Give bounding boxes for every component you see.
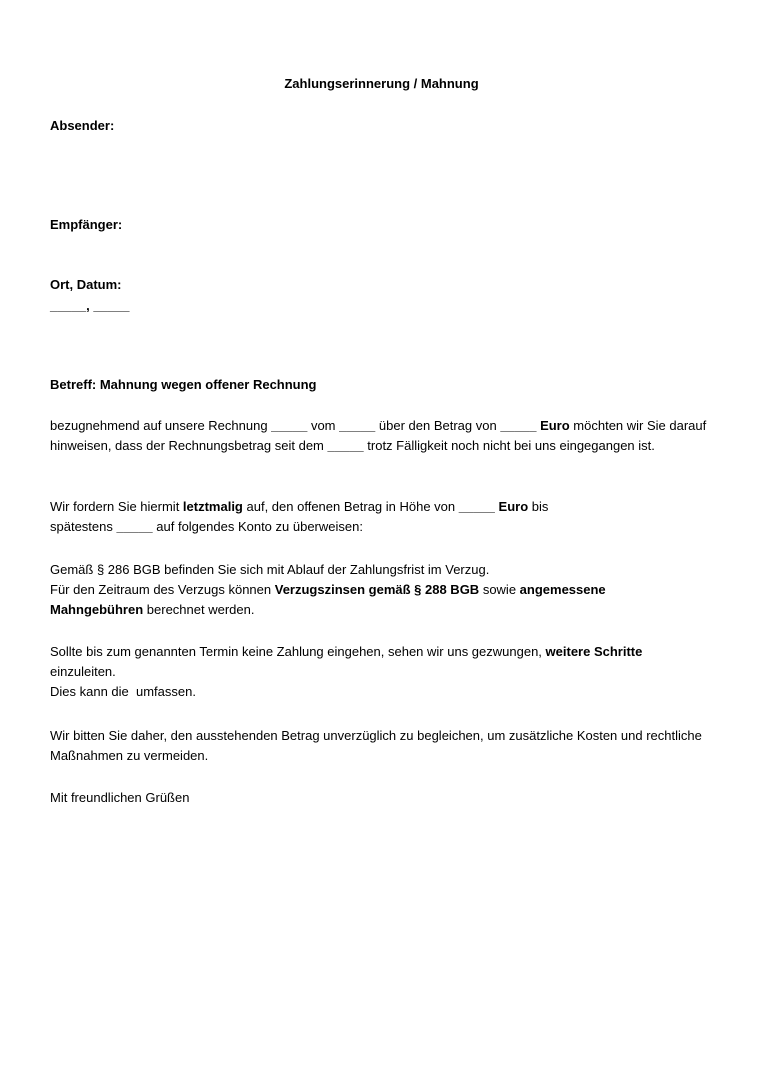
p1-amount-blank: _____ Euro bbox=[500, 418, 570, 433]
p1-text-1: bezugnehmend auf unsere Rechnung bbox=[50, 418, 272, 433]
paragraph-invoice-reference bbox=[50, 416, 710, 456]
place-date-section bbox=[50, 275, 710, 316]
sender-label: Absender: bbox=[50, 118, 115, 133]
p2-final-notice: letztmalig bbox=[182, 499, 243, 514]
p3-text-1: Für den Zeitraum des Verzugs können bbox=[50, 582, 275, 597]
p1-due-date-blank: _____ bbox=[327, 438, 364, 453]
paragraph-request: Wir bitten Sie daher, den ausstehenden Betrag unverzüglich zu begleichen, um zusätzliche Kosten und rechtliche Maßnahmen zu vermeiden. bbox=[50, 728, 702, 763]
p3-default-interest: Verzugszinsen gemäß § 288 BGB bbox=[274, 582, 480, 597]
p2-text-5: auf folgendes Konto zu überweisen: bbox=[152, 519, 363, 534]
recipient-label: Empfänger: bbox=[50, 217, 123, 232]
p1-invoice-date-blank: _____ bbox=[339, 418, 376, 433]
p2-text-1: Wir fordern Sie hiermit bbox=[50, 499, 183, 514]
p3-line-1: Gemäß § 286 BGB befinden Sie sich mit Ablauf der Zahlungsfrist im Verzug. bbox=[50, 562, 490, 577]
p1-text-2: vom bbox=[307, 418, 340, 433]
p2-deadline-blank: _____ bbox=[116, 519, 153, 534]
p1-text-3: über den Betrag von bbox=[375, 418, 501, 433]
p3-text-3: berechnet werden. bbox=[143, 602, 255, 617]
document-title: Zahlungserinnerung / Mahnung bbox=[284, 76, 479, 91]
p2-text-4: spätestens bbox=[50, 519, 117, 534]
p2-text-2: auf, den offenen Betrag in Höhe von bbox=[242, 499, 459, 514]
p3-text-2: sowie bbox=[479, 582, 520, 597]
p4-further-steps: weitere Schritte bbox=[545, 644, 643, 659]
p4-text-2: einzuleiten. bbox=[50, 664, 116, 679]
paragraph-payment-demand bbox=[50, 497, 710, 537]
subject-line: Betreff: Mahnung wegen offener Rechnung bbox=[50, 377, 317, 392]
p1-text-4: möchten wir Sie darauf hinweisen, dass der Rechnungsbetrag seit dem bbox=[50, 418, 707, 453]
paragraph-default-interest bbox=[50, 560, 710, 620]
place-date-value: _____, _____ bbox=[50, 298, 130, 313]
p1-text-5: trotz Fälligkeit noch nicht bei uns eingegangen ist. bbox=[363, 438, 655, 453]
paragraph-further-steps bbox=[50, 642, 710, 702]
closing-greeting: Mit freundlichen Grüßen bbox=[50, 790, 190, 805]
p1-invoice-number-blank: _____ bbox=[271, 418, 308, 433]
place-date-label: Ort, Datum: bbox=[50, 277, 122, 292]
p4-line-2: Dies kann die umfassen. bbox=[50, 684, 196, 699]
p2-amount-blank: _____ Euro bbox=[458, 499, 529, 514]
p4-text-1: Sollte bis zum genannten Termin keine Zahlung eingehen, sehen wir uns gezwungen, bbox=[50, 644, 546, 659]
p3-reminder-fees: angemessene Mahngebühren bbox=[50, 582, 606, 617]
p2-text-3: bis bbox=[528, 499, 549, 514]
